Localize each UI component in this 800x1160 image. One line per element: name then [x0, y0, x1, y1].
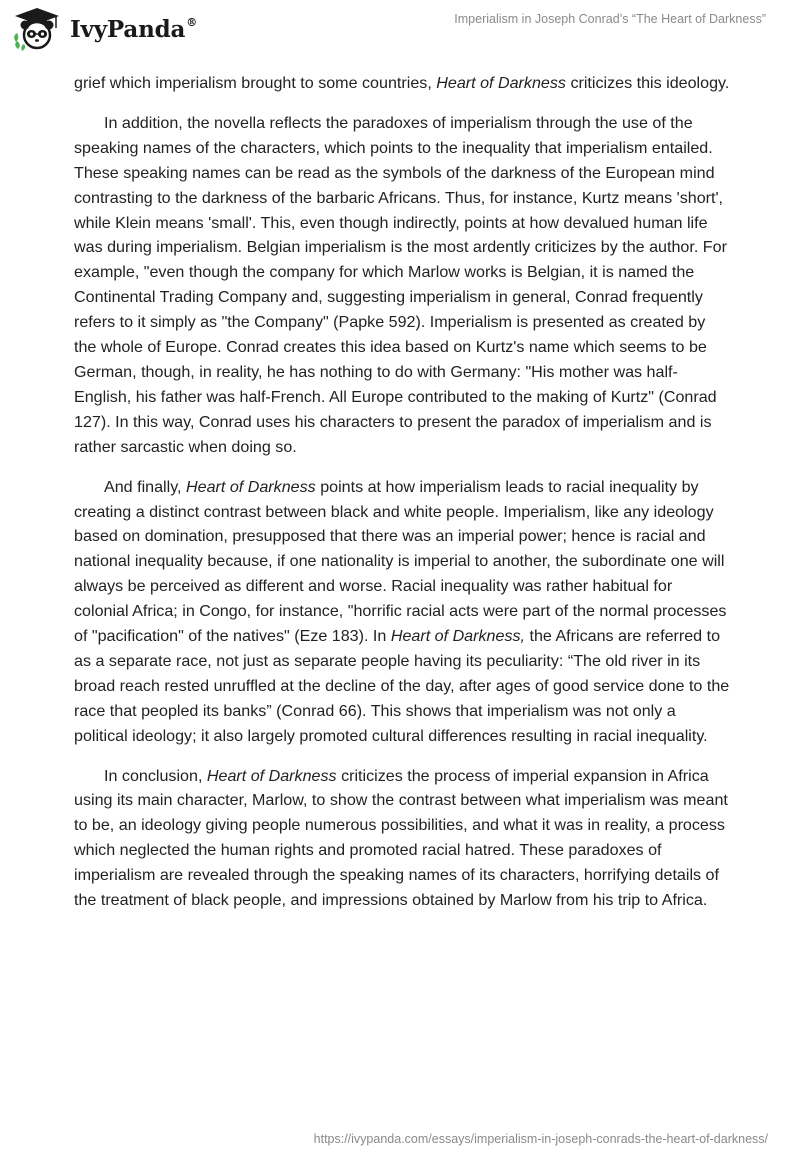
paragraph-text: criticizes this ideology. — [565, 74, 730, 92]
paragraph — [74, 475, 730, 749]
paragraph — [74, 764, 730, 913]
paragraph-text: points at how imperialism leads to racial inequality by creating a distinct contrast between black and white people. Imperialism, like any ideology based on domination, presupposed that there was an imperial power; hence is racial and national inequality because, if one nationality is imperial to another, the subordinate one will always be perceived as different and worse. Racial inequality was rather habitual for colonial Africa; in Congo, for instance, "horrific racial acts were part of the normal processes of "pacification" of the natives" (Eze 183). In — [74, 477, 727, 646]
registered-mark: ® — [186, 15, 197, 29]
paragraph-text: In addition, the novella reflects the paradoxes of imperialism through the use of the speaking names of the characters, which points to the inequality that imperialism entailed. These speaking names can be read as the symbols of the darkness of the European mind contrasting to the darkness of the barbaric Africans. Thus, for instance, Kurtz means 'short', while Klein means 'small'. This, even though indirectly, points at how devalued human life was during imperialism. Belgian imperialism is the most ardently criticizes by the author. For example, "even though the company for which Marlow works is Belgian, it is named the Continental Trading Company and, suggesting imperialism in general, Conrad frequently refers to it simply as "the Company" (Papke 592). Imperialism is presented as created by the whole of Europe. Conrad creates this idea based on Kurtz's name which seems to be German, though, in reality, he has nothing to do with Germany: "His mother was half-English, his father was half-French. All Europe contributed to the making of Kurtz" (Conrad 127). In this way, Conrad uses his characters to present the paradox of imperialism and is rather sarcastic when doing so. — [74, 113, 727, 456]
paragraph — [74, 111, 730, 460]
book-title-italic: Heart of Darkness — [186, 477, 316, 496]
brand-name — [70, 16, 197, 43]
source-url-link[interactable]: https://ivypanda.com/essays/imperialism-in-joseph-conrads-the-heart-of-darkness/ — [313, 1132, 768, 1146]
ivypanda-logo[interactable] — [12, 6, 197, 52]
panda-mascot-icon — [12, 6, 62, 52]
brand-text: IvyPanda — [70, 15, 186, 43]
book-title-italic: Heart of Darkness — [436, 74, 566, 92]
paragraph-text: criticizes the process of imperial expansion in Africa using its main character, Marlow, to show the contrast between what imperialism was meant to be, an ideology giving people numerous possibilities, and what it was in reality, a process which neglected the human rights and promoted racial hatred. These paradoxes of imperialism are revealed through the speaking names of its characters, horrifying details of the treatment of black people, and impressions obtained by Marlow from his trip to Africa. — [74, 766, 728, 910]
essay-body — [74, 71, 730, 928]
book-title-italic: Heart of Darkness, — [390, 627, 526, 646]
page-header — [0, 0, 800, 60]
document-title: Imperialism in Joseph Conrad’s “The Heart of Darkness” — [454, 12, 766, 26]
paragraph-text: And finally, — [104, 477, 187, 496]
paragraph — [74, 71, 730, 96]
paragraph-text: In conclusion, — [104, 766, 207, 785]
book-title-italic: Heart of Darkness — [206, 766, 337, 785]
paragraph-text: grief which imperialism brought to some countries, — [74, 74, 437, 92]
paragraph-text: the Africans are referred to as a separate race, not just as separate people having its peculiarity: “The old river in its broad reach rested unruffled at the decline of the day, after ages of good service done to the race that peopled its banks” (Conrad 66). This shows that imperialism was not only a political ideology; it also largely promoted cultural differences resulting in racial inequality. — [74, 627, 730, 745]
